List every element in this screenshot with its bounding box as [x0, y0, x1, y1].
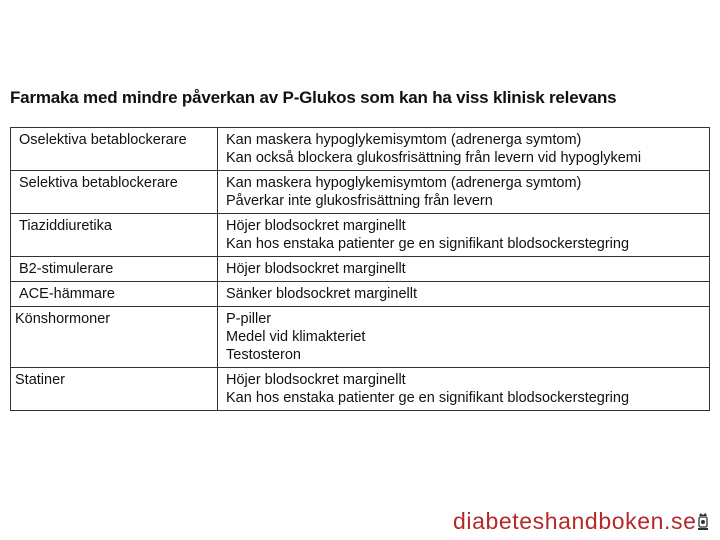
effect-line: Kan maskera hypoglykemisymtom (adrenerga symtom): [226, 175, 582, 191]
drug-name-cell: Tiaziddiuretika: [11, 214, 218, 257]
effect-cell: [218, 282, 710, 307]
effect-line: Testosteron: [226, 347, 301, 363]
seal-icon: [696, 511, 710, 531]
table-row: [11, 368, 710, 411]
table-row: [11, 307, 710, 368]
table-row: [11, 257, 710, 282]
effect-line: Höjer blodsockret marginellt: [226, 372, 406, 388]
effect-cell: [218, 214, 710, 257]
effect-cell: [218, 368, 710, 411]
effect-line: Sänker blodsockret marginellt: [226, 286, 418, 302]
drug-effects-table: [10, 127, 710, 411]
effect-line: Kan också blockera glukosfrisättning från levern vid hypoglykemi: [226, 150, 642, 166]
effect-line: Höjer blodsockret marginellt: [226, 218, 406, 234]
effect-cell: [218, 171, 710, 214]
effect-line: P-piller: [226, 311, 272, 327]
drug-name-cell: ACE-hämmare: [11, 282, 218, 307]
drug-name-cell: Selektiva betablockerare: [11, 171, 218, 214]
effect-cell: [218, 307, 710, 368]
effect-cell: [218, 128, 710, 171]
effect-line: Kan hos enstaka patienter ge en signifikant blodsockerstegring: [226, 236, 630, 252]
table-row: [11, 214, 710, 257]
table-row: [11, 128, 710, 171]
drug-name-cell: Könshormoner: [11, 307, 218, 368]
drug-name-cell: Oselektiva betablockerare: [11, 128, 218, 171]
drug-name-cell: B2-stimulerare: [11, 257, 218, 282]
brand-logo-text: diabeteshandboken.se: [453, 508, 697, 534]
effect-line: Höjer blodsockret marginellt: [226, 261, 406, 277]
effect-cell: [218, 257, 710, 282]
effect-line: Kan maskera hypoglykemisymtom (adrenerga symtom): [226, 132, 582, 148]
effect-line: Kan hos enstaka patienter ge en signifikant blodsockerstegring: [226, 390, 630, 406]
table-row: [11, 171, 710, 214]
effect-line: Påverkar inte glukosfrisättning från levern: [226, 193, 493, 209]
slide-title: Farmaka med mindre påverkan av P-Glukos som kan ha viss klinisk relevans: [10, 88, 617, 107]
table-row: [11, 282, 710, 307]
effect-line: Medel vid klimakteriet: [226, 329, 366, 345]
drug-name-cell: Statiner: [11, 368, 218, 411]
